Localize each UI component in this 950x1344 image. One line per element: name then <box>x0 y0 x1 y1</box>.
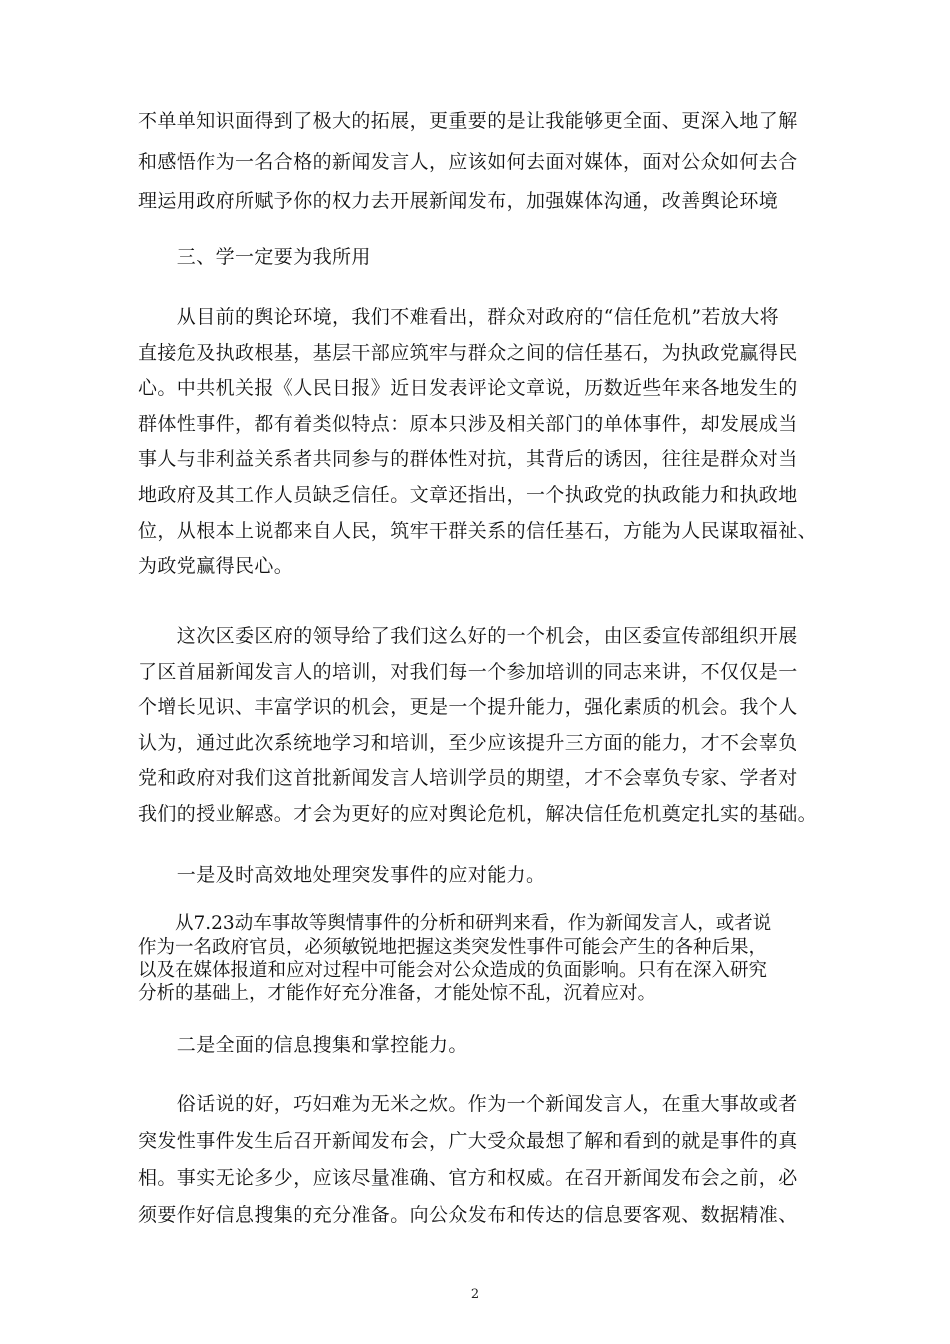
line-5-2: 以及在媒体报道和应对过程中可能会对公众造成的负面影响。只有在深入研究 <box>138 960 768 981</box>
line-7-1: 突发性事件发生后召开新闻发布会，广大受众最想了解和看到的就是事件的真 <box>138 1130 798 1152</box>
line-2-7: 为政党赢得民心。 <box>138 555 294 577</box>
line-3-4: 党和政府对我们这首批新闻发言人培训学员的期望，才不会辜负专家、学者对 <box>138 767 798 789</box>
line-0-0: 不单单知识面得到了极大的拓展，更重要的是让我能够更全面、更深入地了解 <box>138 110 798 132</box>
subheading-a: 一是及时高效地处理突发事件的应对能力。 <box>138 864 546 886</box>
line-7-0: 俗话说的好，巧妇难为无米之炊。作为一个新闻发言人，在重大事故或者 <box>138 1093 798 1115</box>
line-2-5: 地政府及其工作人员缺乏信任。文章还指出，一个执政党的执政能力和执政地 <box>138 484 798 506</box>
line-2-2: 心。中共机关报《人民日报》近日发表评论文章说，历数近些年来各地发生的 <box>138 377 798 399</box>
line-3-2: 个增长见识、丰富学识的机会，更是一个提升能力，强化素质的机会。我个人 <box>138 696 798 718</box>
line-3-3: 认为，通过此次系统地学习和培训，至少应该提升三方面的能力，才不会辜负 <box>138 732 798 754</box>
line-7-2: 相。事实无论多少，应该尽量准确、官方和权威。在召开新闻发布会之前，必 <box>138 1167 798 1189</box>
line-2-4: 事人与非利益关系者共同参与的群体性对抗，其背后的诱因，往往是群众对当 <box>138 448 798 470</box>
line-0-1: 和感悟作为一名合格的新闻发言人，应该如何去面对媒体，面对公众如何去合 <box>138 151 798 173</box>
section-heading-3: 三、学一定要为我所用 <box>138 246 371 268</box>
subheading-b: 二是全面的信息搜集和掌控能力。 <box>138 1034 468 1056</box>
page-number: 2 <box>470 1287 480 1302</box>
line-3-5: 我们的授业解惑。才会为更好的应对舆论危机，解决信任危机奠定扎实的基础。 <box>138 803 818 825</box>
line-2-0: 从目前的舆论环境，我们不难看出，群众对政府的“信任危机”若放大将 <box>138 306 780 328</box>
line-2-6: 位，从根本上说都来自人民，筑牢干群关系的信任基石，方能为人民谋取福祉、 <box>138 520 818 542</box>
line-3-0: 这次区委区府的领导给了我们这么好的一个机会，由区委宣传部组织开展 <box>138 625 798 647</box>
line-5-3: 分析的基础上，才能作好充分准备，才能处惊不乱，沉着应对。 <box>138 983 657 1004</box>
line-7-3: 须要作好信息搜集的充分准备。向公众发布和传达的信息要客观、数据精准、 <box>138 1204 798 1226</box>
line-5-0: 从7.23动车事故等舆情事件的分析和研判来看，作为新闻发言人，或者说 <box>138 913 772 934</box>
line-5-1: 作为一名政府官员，必须敏锐地把握这类突发性事件可能会产生的各种后果， <box>138 937 768 958</box>
line-2-1: 直接危及执政根基，基层干部应筑牢与群众之间的信任基石，为执政党赢得民 <box>138 342 798 364</box>
line-2-3: 群体性事件，都有着类似特点：原本只涉及相关部门的单体事件，却发展成当 <box>138 413 798 435</box>
line-0-2: 理运用政府所赋予你的权力去开展新闻发布，加强媒体沟通，改善舆论环境 <box>138 190 779 212</box>
line-3-1: 了区首届新闻发言人的培训，对我们每一个参加培训的同志来讲，不仅仅是一 <box>138 661 798 683</box>
